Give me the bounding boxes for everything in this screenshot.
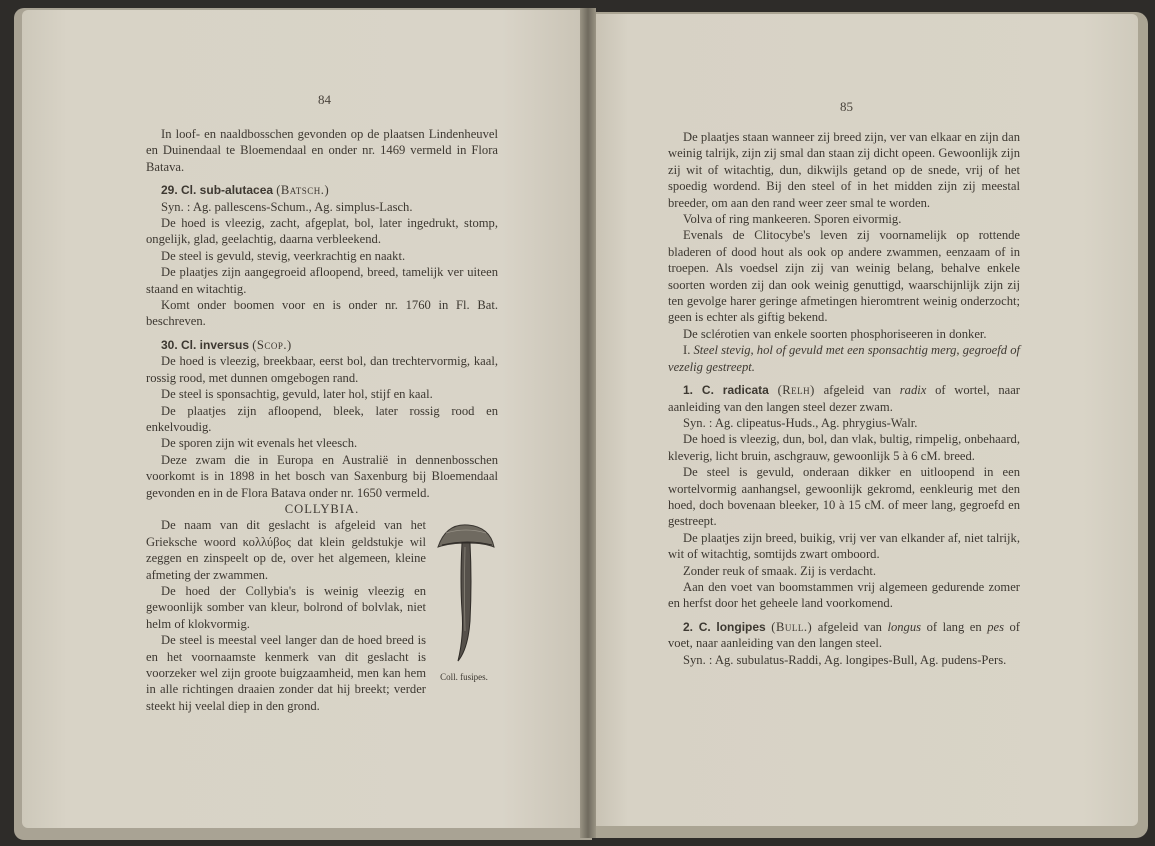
entry-29-paragraph: Komt onder boomen voor en is onder nr. 1760 in Fl. Bat. beschreven.	[146, 298, 498, 329]
entry-30-paragraph: De plaatjes zijn afloopend, bleek, later rossig rood en enkelvoudig.	[146, 403, 498, 434]
genus-paragraph: De naam van dit geslacht is afgeleid van het Grieksche woord κολλύβος dat klein geldstukje wil zeggen en zinspeelt op de, over het algemeen, kleine afmeting der zwammen.	[146, 518, 426, 582]
page-number-right: 85	[840, 99, 853, 114]
entry-1-paragraph: De hoed is vleezig, dun, bol, dan vlak, bultig, rimpelig, onbehaard, kleverig, licht bruin, aschgrauw, gewoonlijk 5 à 6 cM. breed.	[668, 432, 1020, 463]
section-text: Steel stevig, hol of gevuld met een sponsachtig merg, gegroefd of vezelig gestreept.	[668, 343, 1020, 374]
entry-1-paragraph: Aan den voet van boomstammen vrij algemeen gedurende zomer en herfst door het geheele land voorkomend.	[668, 579, 1020, 611]
entry-30-paragraph: Deze zwam die in Europa en Australië in dennenbosschen voorkomt is in 1898 in het bosch van Saxenburg bij Bloemendaal gevonden en in de Flora Batava onder nr. 1650 vermeld.	[146, 452, 498, 500]
entry-29-paragraph: De steel is gevuld, stevig, veerkrachtig en naakt.	[161, 248, 406, 263]
entry-2-mid: of lang en	[926, 619, 982, 634]
mushroom-drawing-icon	[432, 521, 498, 671]
entry-1-name: 1. C. radicata	[683, 383, 769, 398]
entry-2-latin-2: pes	[987, 619, 1004, 634]
right-page-text	[668, 129, 1020, 668]
entry-1-heading	[668, 382, 1020, 415]
entry-1-paragraph: Syn. : Ag. clipeatus-Huds., Ag. phrygius-Walr.	[683, 415, 918, 430]
entry-2-syn: Syn. : Ag. subulatus-Raddi, Ag. longipes-Bull, Ag. pudens-Pers.	[683, 652, 1007, 667]
right-paragraph: De plaatjes staan wanneer zij breed zijn, ver van elkaar en zijn dan weinig talrijk, zijn zij smal dan staan zij dicht opeen. Gewoonlijk zijn zij wit of witachtig, dun, dikwijls getand op de snede, vrij of het spoedig wordend. Bij den steel of in het midden zijn zij meestal breeder, om aan den rand weer zeer smal te worden.	[668, 130, 1020, 210]
entry-1-paragraph: De steel is gevuld, onderaan dikker en uitloopend in een wortelvormig aanhangsel, gewoonlijk gekromd, eenkleurig met den hoed, doch bovenaan bleeker, 10 à 15 cM. of meer lang, gegroefd en gestreept.	[668, 465, 1020, 529]
right-paragraph: Evenals de Clitocybe's leven zij voornamelijk op rottende bladeren of dood hout als ook op andere zwammen, eenzaam of in troepen. Als voedsel zijn zij van weinig belang, behalve enkele soorten worden zij dan ook weinig genuttigd, waarschijnlijk zijn zij ten gevolge harer geringe afmetingen hieromtrent weinig onderzocht; geen is echter als giftig bekend.	[668, 228, 1020, 325]
entry-30-name: 30. Cl. inversus	[161, 337, 250, 352]
entry-1-paragraph: De plaatjes zijn breed, buikig, vrij ver van elkander af, niet talrijk, wit of witachtig, somtijds zwart omboord.	[668, 530, 1020, 562]
entry-30-author: (Scop.)	[252, 337, 292, 352]
mushroom-illustration	[432, 521, 498, 681]
entry-2-name: 2. C. longipes	[683, 619, 766, 634]
entry-30-heading	[146, 337, 498, 353]
entry-29-name: 29. Cl. sub-alutacea	[161, 183, 274, 198]
entry-29-heading	[146, 182, 498, 198]
entry-30-paragraph: De steel is sponsachtig, gevuld, later hol, stijf en kaal.	[161, 387, 433, 402]
entry-2-latin-1: longus	[887, 619, 922, 634]
entry-2-rest: of voet, naar aanleiding van den langen steel.	[668, 619, 1020, 651]
entry-2-author: (Bull.)	[771, 619, 813, 634]
intro-paragraph: In loof- en naaldbosschen gevonden op de plaatsen Lindenheuvel en Duinendaal te Bloemendaal en onder nr. 1469 vermeld in Flora Batava.	[146, 127, 498, 174]
figure-caption: Coll. fusipes.	[440, 671, 488, 682]
entry-29-paragraph: De hoed is vleezig, zacht, afgeplat, bol, later ingedrukt, stomp, ongelijk, glad, geelachtig, daarna verbleekend.	[146, 216, 498, 247]
entry-1-lead: afgeleid van	[823, 383, 892, 398]
entry-1-latin: radix	[899, 383, 927, 398]
genus-paragraph: De steel is meestal veel langer dan de hoed breed is en het voornaamste kenmerk van dit geslacht is voorzeker wel zijn groote buigzaamheid, men kan hem in alle richtingen draaien zonder dat hij breekt; verder steekt hij veelal diep in den grond.	[146, 633, 426, 713]
entry-1-author: (Relh)	[777, 383, 815, 398]
entry-29-author: (Batsch.)	[276, 183, 330, 198]
entry-30-paragraph: De hoed is vleezig, breekbaar, eerst bol, dan trechtervormig, kaal, rossig rood, met dunnen omgebogen rand.	[146, 354, 498, 385]
entry-29-paragraph: De plaatjes zijn aangegroeid afloopend, breed, tamelijk ver uiteen staand en witachtig.	[146, 265, 498, 296]
genus-paragraph: De hoed der Collybia's is weinig vleezig en gewoonlijk somber van kleur, bolrond of bolvlak, niet helm of klokvormig.	[146, 583, 426, 631]
entry-2-heading	[668, 619, 1020, 652]
page-number-left: 84	[318, 92, 331, 107]
entry-2-lead: afgeleid van	[817, 619, 882, 634]
section-number: I.	[683, 343, 691, 358]
right-paragraph: Volva of ring mankeeren. Sporen eivormig.	[683, 212, 902, 227]
entry-1-rest: of wortel, naar aanleiding van den langen steel dezer zwam.	[668, 383, 1020, 414]
left-page-text	[146, 126, 498, 714]
entry-29-paragraph: Syn. : Ag. pallescens-Schum., Ag. simplus-Lasch.	[161, 199, 413, 214]
genus-title: COLLYBIA.	[284, 501, 360, 516]
entry-30-paragraph: De sporen zijn wit evenals het vleesch.	[161, 436, 358, 451]
entry-1-paragraph: Zonder reuk of smaak. Zij is verdacht.	[683, 563, 877, 578]
section-i	[668, 342, 1020, 375]
right-paragraph: De sclérotien van enkele soorten phosphoriseeren in donker.	[683, 326, 987, 341]
book-gutter	[580, 8, 596, 838]
